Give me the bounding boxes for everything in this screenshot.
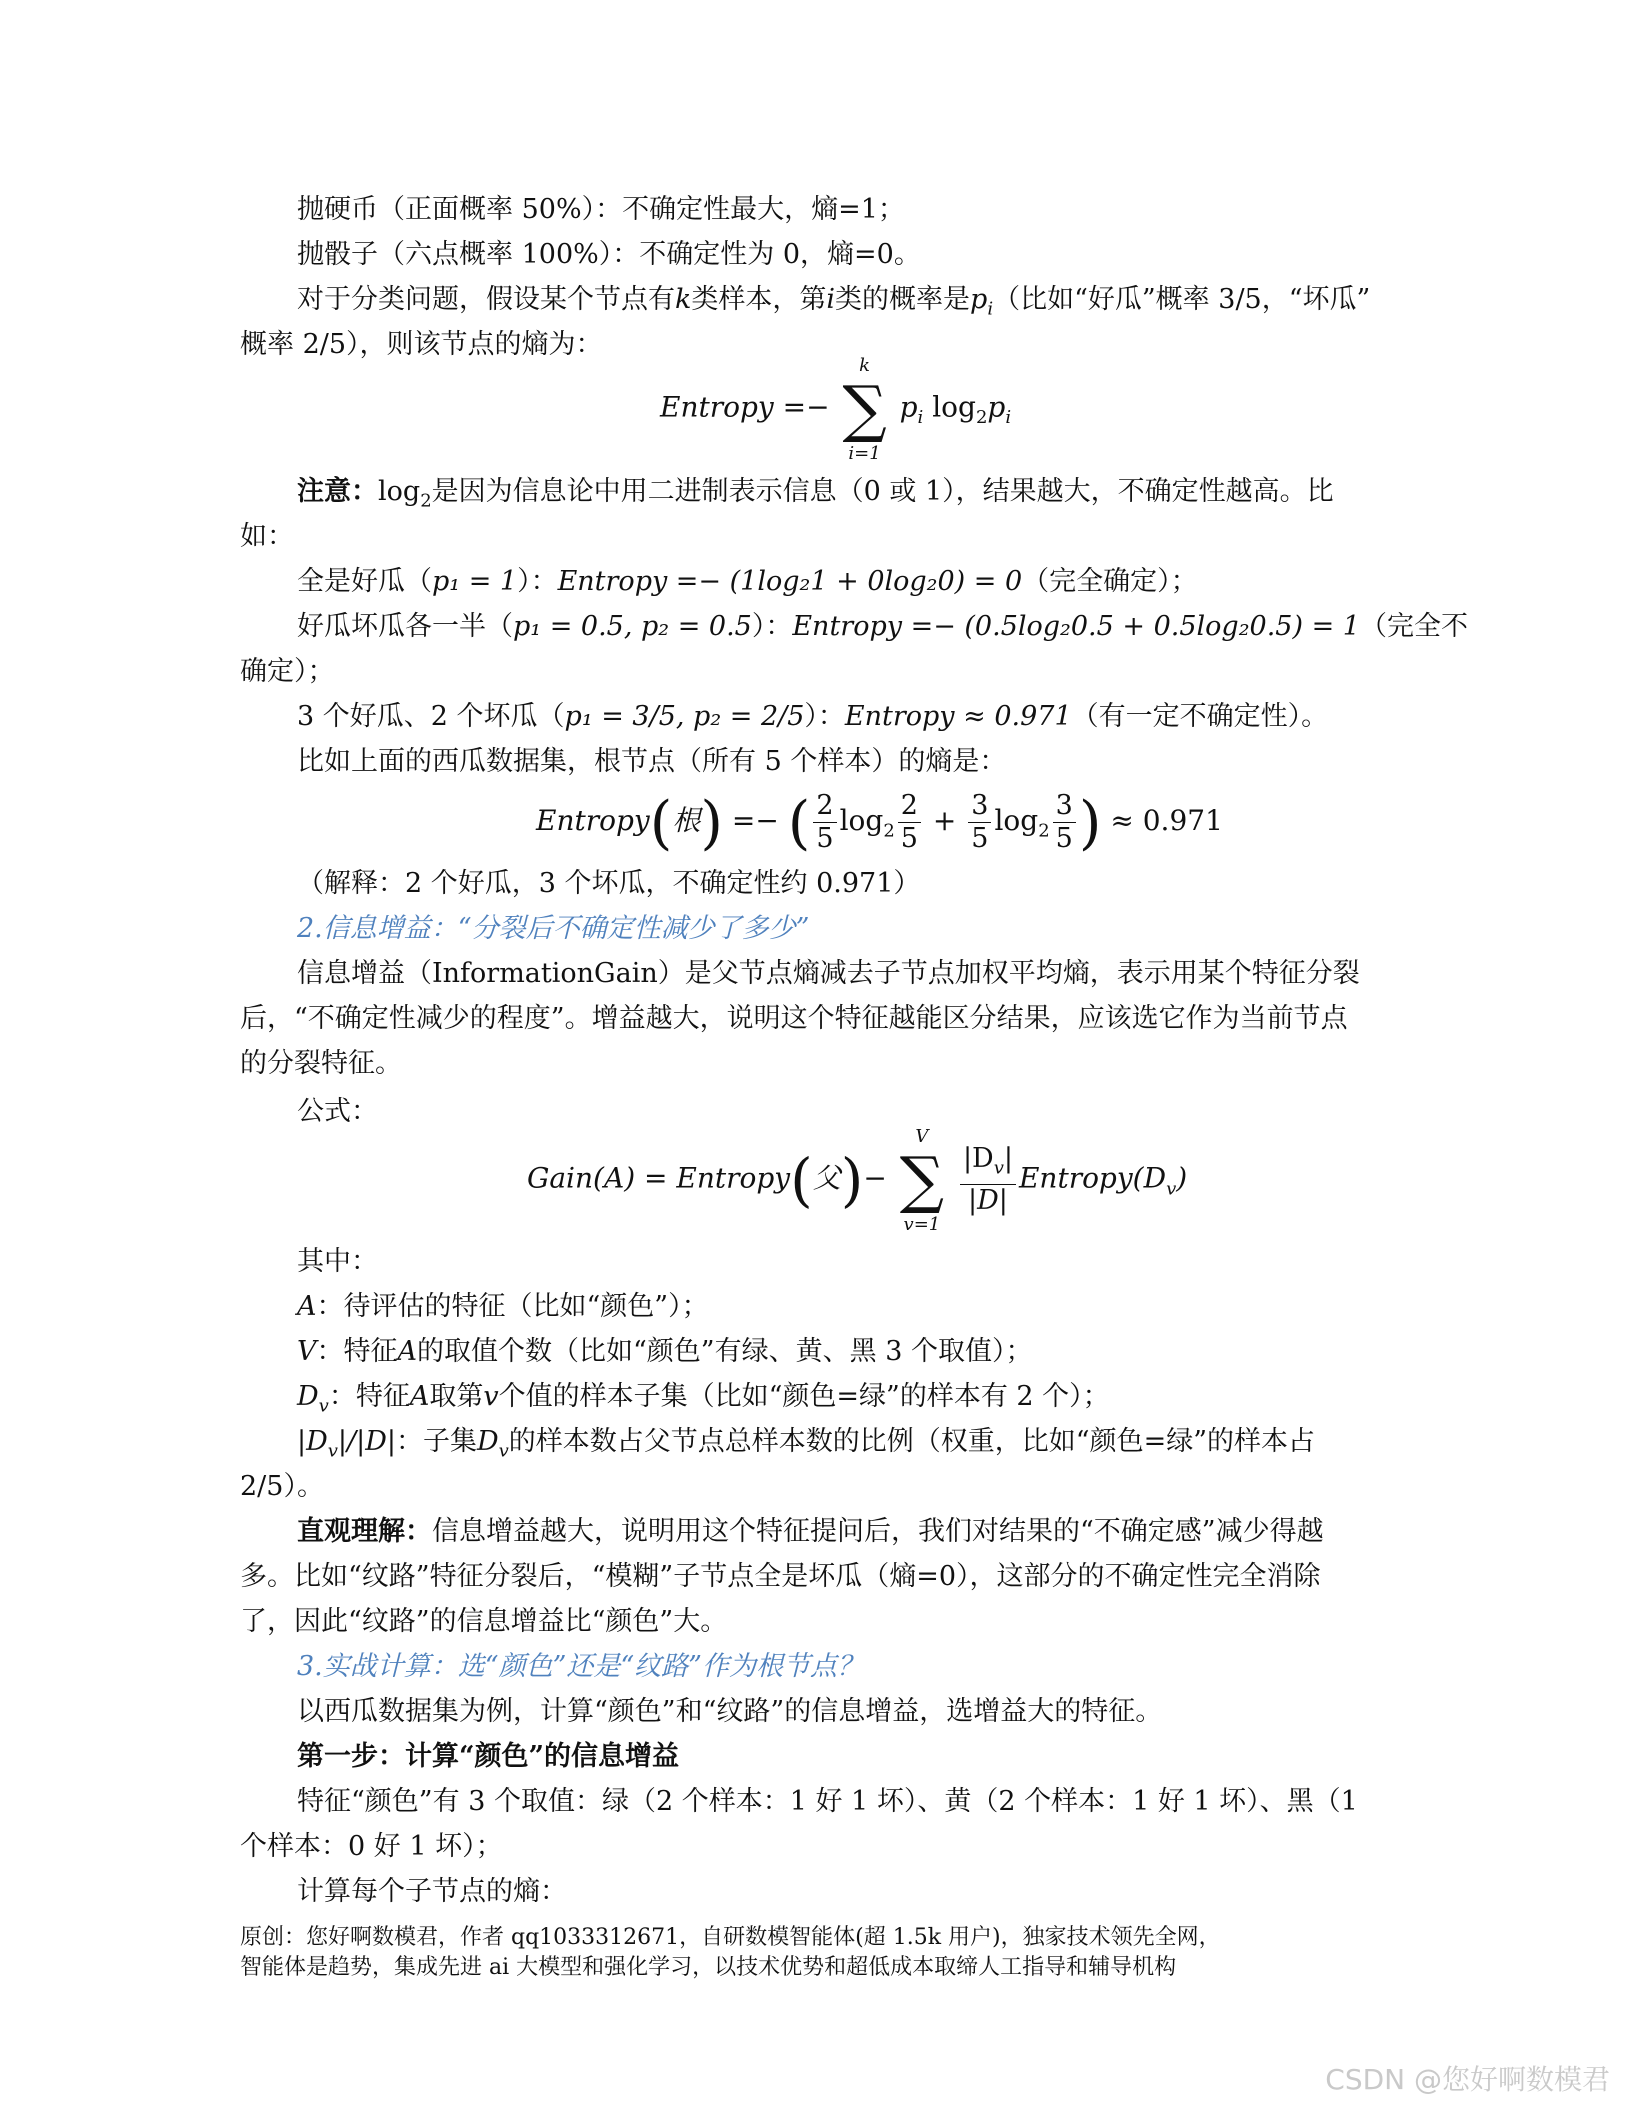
gain-formula: Gain(A) = Entropy(父)− ∑ V v=1 $\frac{|D_v|}{|D|}$ $Entropy(D_v)$ <box>527 1126 1188 1236</box>
classify-line: 对于分类问题，假设某个节点有k类样本，第i类的概率是$p_i$（比如“好瓜”概率 3/5，“坏瓜” <box>297 284 1371 320</box>
root-explain: （解释：2 个好瓜，3 个坏瓜，不确定性约 0.971） <box>297 868 921 899</box>
ig-line-1: 信息增益（InformationGain）是父节点熵减去子节点加权平均熵，表示用某个特征分裂 <box>297 958 1360 989</box>
section-heading-3: 3.实战计算：选“颜色”还是“纹路”作为根节点？ <box>297 1651 864 1682</box>
step-1-heading: 第一步：计算“颜色”的信息增益 <box>297 1741 680 1772</box>
where-label: 其中： <box>297 1246 378 1277</box>
example-2: 好瓜坏瓜各一半（p₁ = 0.5, p₂ = 0.5）：Entropy =− (0.5log₂0.5 + 0.5log₂0.5) = 1（完全不 <box>297 611 1468 642</box>
intuition-2: 多。比如“纹路”特征分裂后，“模糊”子节点全是坏瓜（熵=0），这部分的不确定性完全消除 <box>240 1561 1321 1592</box>
ig-line-3: 的分裂特征。 <box>240 1048 402 1079</box>
formula-label: 公式： <box>297 1096 378 1127</box>
def-ratio: $|D_v|/|D|$：子集$D_v$的样本数占父节点总样本数的比例（权重，比如“颜色=绿”的样本占 <box>297 1426 1316 1462</box>
sum-symbol: ∑ k i=1 <box>842 355 887 464</box>
intuition-3: 了，因此“纹路”的信息增益比“颜色”大。 <box>240 1606 728 1637</box>
def-ratio-cont: 2/5）。 <box>240 1471 324 1502</box>
footer-line-2: 智能体是趋势，集成先进 ai 大模型和强化学习，以技术优势和超低成本取缔人工指导和辅导机构 <box>240 1955 1177 1980</box>
note-line: 注意：$\log_2$是因为信息论中用二进制表示信息（0 或 1），结果越大，不确定性越高。比 <box>297 476 1334 512</box>
footer-line-1: 原创：您好啊数模君，作者 qq1033312671，自研数模智能体(超 1.5k 用户)，独家技术领先全网， <box>240 1925 1221 1950</box>
note-line-2: 如： <box>240 521 294 552</box>
root-entropy-formula: Entropy(根) =− ( $\frac{2}{5}$ $\log_2$ $\frac{2}{5}$ + $\frac{3}{5}$ $\log_2$ $\frac{3}{5}$ ) ≈ 0.971 <box>536 788 1223 857</box>
def-A: A：待评估的特征（比如“颜色”）； <box>297 1291 709 1322</box>
calc-line: 以西瓜数据集为例，计算“颜色”和“纹路”的信息增益，选增益大的特征。 <box>297 1696 1163 1727</box>
entropy-formula: Entropy =− ∑ k i=1 $p_i$ $\log_2p_i$ <box>660 355 1012 464</box>
coin-line: 抛硬币（正面概率 50%）：不确定性最大，熵=1； <box>297 194 905 225</box>
feature-line-1: 特征“颜色”有 3 个取值：绿（2 个样本：1 好 1 坏）、黄（2 个样本：1 好 1 坏）、黑（1 <box>297 1786 1358 1817</box>
csdn-watermark: CSDN @您好啊数模君 <box>1325 2063 1610 2096</box>
section-heading-2: 2.信息增益：“分裂后不确定性减少了多少” <box>297 913 810 944</box>
child-entropy-line: 计算每个子节点的熵： <box>297 1876 567 1907</box>
def-V: V：特征A的取值个数（比如“颜色”有绿、黄、黑 3 个取值）； <box>297 1336 1033 1367</box>
root-line: 比如上面的西瓜数据集，根节点（所有 5 个样本）的熵是： <box>297 746 1007 777</box>
example-3: 3 个好瓜、2 个坏瓜（p₁ = 3/5, p₂ = 2/5）：Entropy ≈ 0.971（有一定不确定性）。 <box>297 701 1329 732</box>
def-Dv: $D_v$：特征A取第v个值的样本子集（比如“颜色=绿”的样本有 2 个）； <box>297 1381 1110 1417</box>
ig-line-2: 后，“不确定性减少的程度”。增益越大，说明这个特征越能区分结果，应该选它作为当前节点 <box>240 1003 1348 1034</box>
classify-line-2: 概率 2/5），则该节点的熵为： <box>240 329 603 360</box>
feature-line-2: 个样本：0 好 1 坏）； <box>240 1831 503 1862</box>
sum-symbol-gain: ∑ V v=1 <box>899 1126 945 1236</box>
dice-line: 抛骰子（六点概率 100%）：不确定性为 0，熵=0。 <box>297 239 921 270</box>
example-2-cont: 确定）； <box>240 656 335 687</box>
intuition-1: 直观理解：信息增益越大，说明用这个特征提问后，我们对结果的“不确定感”减少得越 <box>297 1516 1324 1547</box>
example-1: 全是好瓜（p₁ = 1）：Entropy =− (1log₂1 + 0log₂0) = 0（完全确定）； <box>297 566 1198 597</box>
